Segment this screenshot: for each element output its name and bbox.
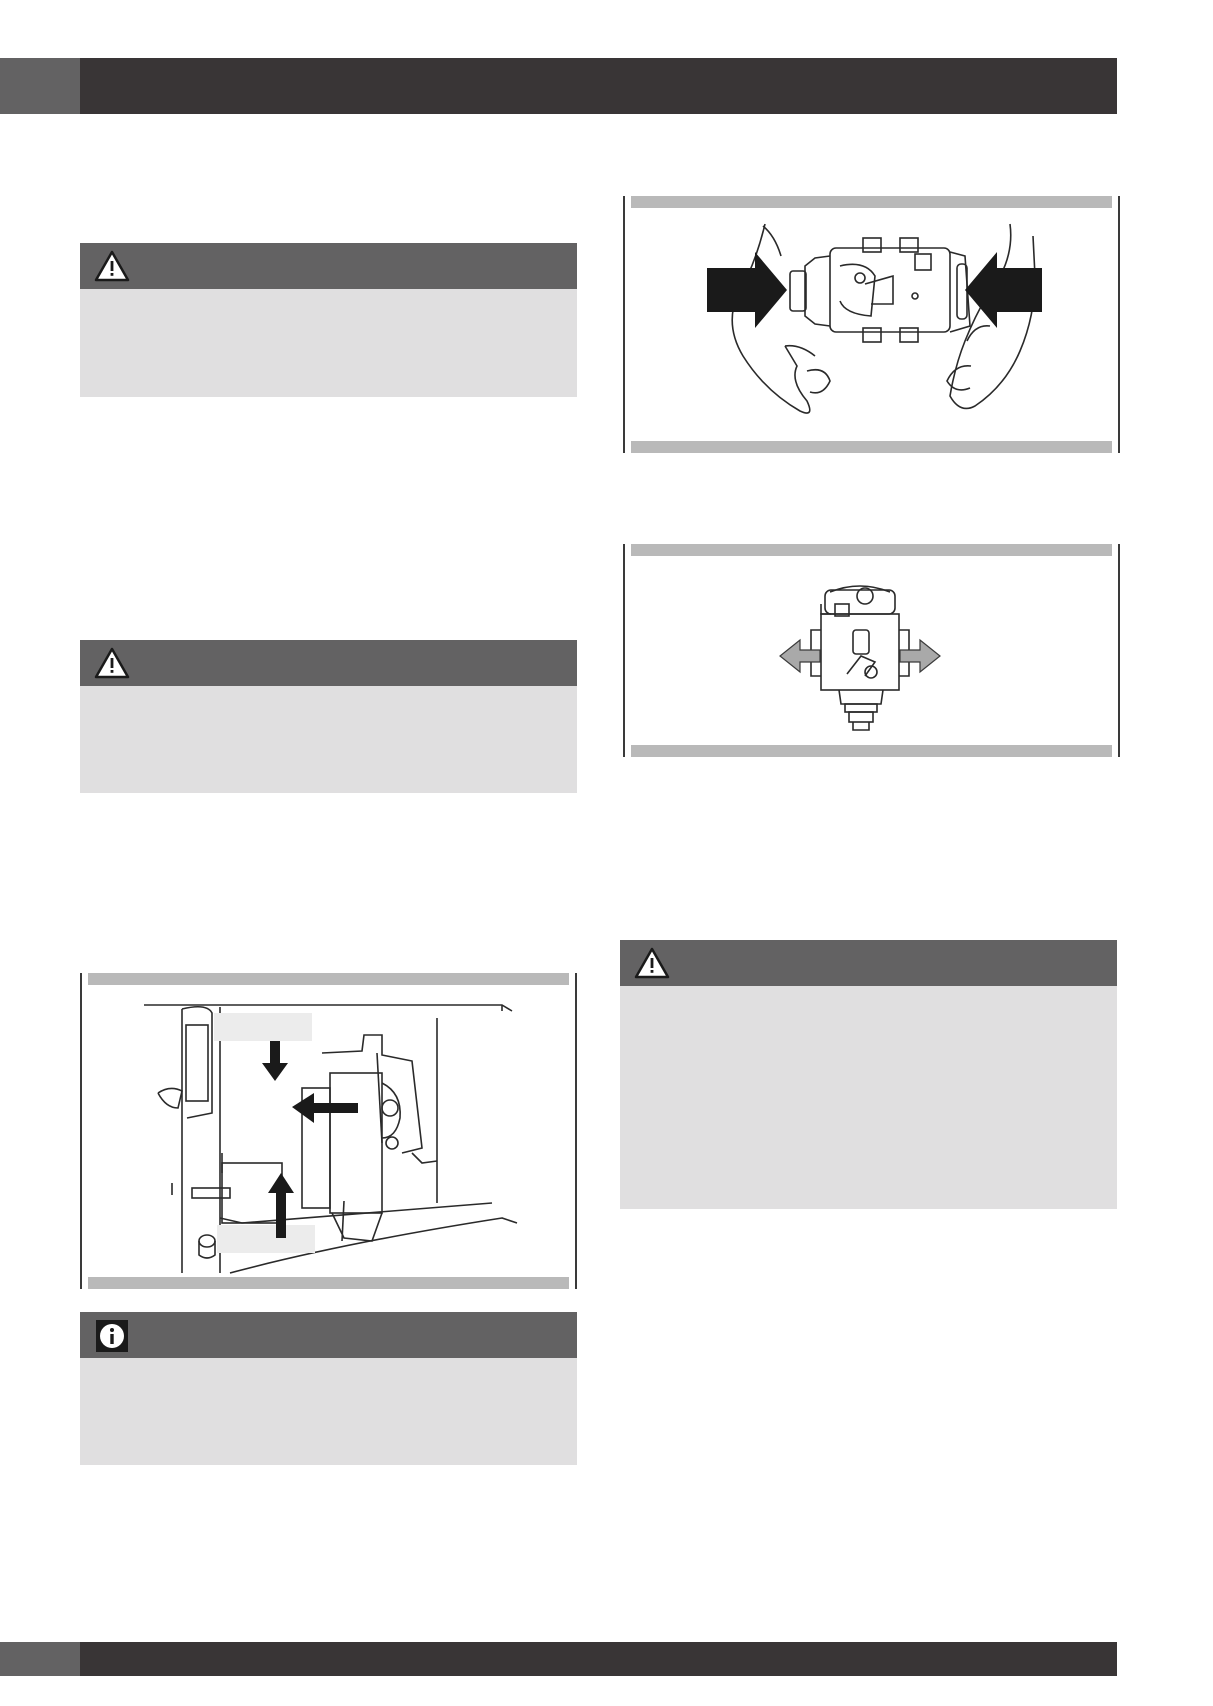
warning-notice-2: [80, 640, 577, 793]
warning-notice-header: [80, 243, 577, 289]
arrow-right: [900, 640, 940, 672]
warning-triangle-icon: [94, 646, 130, 680]
warning-notice-1: [80, 243, 577, 397]
warning-notice-3: [620, 940, 1117, 1209]
warning-notice-body: [80, 289, 577, 397]
info-icon: [96, 1320, 128, 1352]
header-bar: [80, 58, 1117, 114]
header-tab: [0, 58, 80, 114]
valve-side-arrows-illustration: [625, 544, 1122, 757]
arrow-right: [707, 252, 787, 328]
info-notice-body: [80, 1358, 577, 1465]
footer-tab: [0, 1642, 80, 1676]
figure-valve-side-arrows: [623, 544, 1120, 757]
figure-gas-valve-in-boiler: [80, 973, 577, 1289]
arrow-down: [262, 1041, 288, 1081]
warning-notice-header: [620, 940, 1117, 986]
gas-valve-boiler-illustration: [82, 973, 579, 1289]
warning-notice-body: [620, 986, 1117, 1209]
info-notice: [80, 1312, 577, 1465]
footer-bar: [80, 1642, 1117, 1676]
label-mask-top: [214, 1013, 312, 1041]
hands-pressing-valve-illustration: [625, 196, 1122, 453]
figure-hands-pressing-valve: [623, 196, 1120, 453]
warning-notice-body: [80, 686, 577, 793]
arrow-left: [780, 640, 820, 672]
label-mask-bottom: [217, 1225, 315, 1253]
warning-notice-header: [80, 640, 577, 686]
warning-triangle-icon: [634, 946, 670, 980]
info-notice-header: [80, 1312, 577, 1358]
warning-triangle-icon: [94, 249, 130, 283]
